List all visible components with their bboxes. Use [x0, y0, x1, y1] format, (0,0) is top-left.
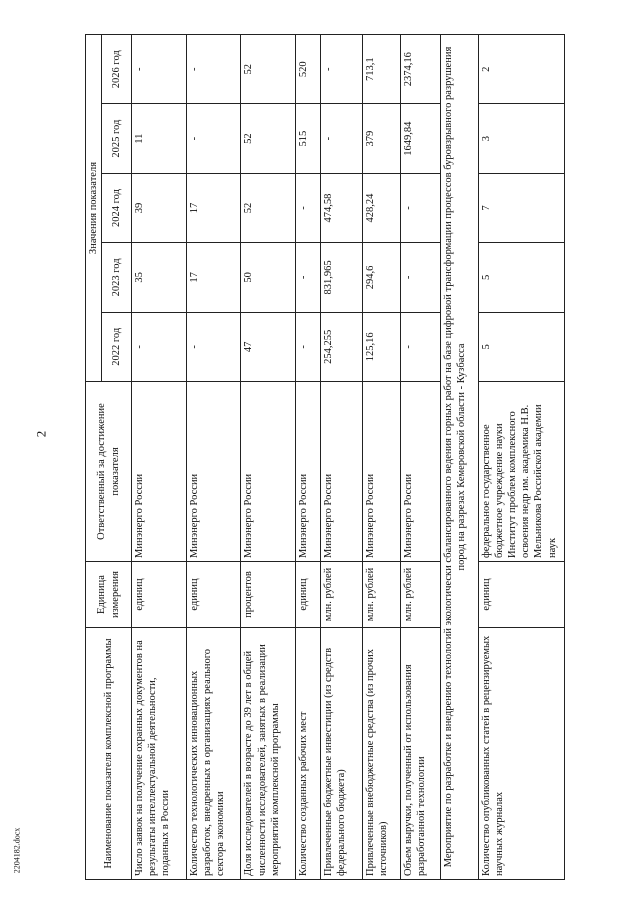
cell-unit: млн. рублей	[321, 562, 363, 628]
cell-value: 125,16	[363, 312, 401, 381]
cell-value: 5	[478, 243, 564, 312]
header-unit: Единица измерения	[86, 562, 132, 628]
cell-responsible: Минэнерго России	[363, 382, 401, 562]
page-number: 2	[33, 430, 49, 438]
cell-name: Привлеченные бюджетные инвестиции (из средств федерального бюджета)	[321, 628, 363, 880]
cell-value: -	[401, 243, 441, 312]
cell-value: 515	[296, 104, 321, 173]
header-year: 2025 год	[102, 104, 132, 173]
cell-name: Число заявок на получение охранных документов на результаты интеллектуальной деятельности, поданных в России	[132, 628, 187, 880]
cell-value: 254,255	[321, 312, 363, 381]
header-year: 2026 год	[102, 35, 132, 104]
cell-value: -	[132, 312, 187, 381]
cell-value: -	[401, 312, 441, 381]
section-row	[441, 35, 479, 880]
cell-value: -	[296, 243, 321, 312]
cell-value: 474,58	[321, 173, 363, 242]
rotated-page-content	[85, 35, 565, 880]
footer-file-id: 2204182.docx	[12, 827, 22, 874]
cell-unit: единиц	[296, 562, 321, 628]
cell-value: 1649,84	[401, 104, 441, 173]
cell-value: 39	[132, 173, 187, 242]
cell-value: -	[401, 173, 441, 242]
cell-responsible: Минэнерго России	[241, 382, 296, 562]
header-responsible: Ответственный за достижение показателя	[86, 382, 132, 562]
cell-value: 2	[478, 35, 564, 104]
table-row	[363, 35, 401, 880]
cell-value: 50	[241, 243, 296, 312]
table-row	[478, 35, 564, 880]
indicators-table	[85, 34, 565, 880]
cell-name: Количество созданных рабочих мест	[296, 628, 321, 880]
cell-value: 35	[132, 243, 187, 312]
cell-unit: млн. рублей	[401, 562, 441, 628]
cell-value: -	[186, 312, 241, 381]
cell-responsible: Минэнерго России	[132, 382, 187, 562]
cell-unit: млн. рублей	[363, 562, 401, 628]
table-row	[296, 35, 321, 880]
cell-value: 47	[241, 312, 296, 381]
table-row	[321, 35, 363, 880]
cell-value: 294,6	[363, 243, 401, 312]
cell-value: -	[321, 35, 363, 104]
cell-responsible: Минэнерго России	[186, 382, 241, 562]
cell-value: 17	[186, 243, 241, 312]
cell-name: Количество опубликованных статей в рецензируемых научных журналах	[478, 628, 564, 880]
cell-value: 3	[478, 104, 564, 173]
cell-value: -	[296, 312, 321, 381]
cell-responsible: Минэнерго России	[321, 382, 363, 562]
cell-value: -	[321, 104, 363, 173]
cell-value: 11	[132, 104, 187, 173]
header-name: Наименование показателя комплексной программы	[86, 628, 132, 880]
table-row	[401, 35, 441, 880]
cell-responsible: Минэнерго России	[296, 382, 321, 562]
cell-value: 7	[478, 173, 564, 242]
cell-value: 52	[241, 173, 296, 242]
cell-value: 17	[186, 173, 241, 242]
cell-value: 713,1	[363, 35, 401, 104]
cell-name: Доля исследователей в возрасте до 39 лет в общей численности исследователей, занятых в реализации мероприятий комплексной программы	[241, 628, 296, 880]
cell-value: 428,24	[363, 173, 401, 242]
cell-unit: единиц	[478, 562, 564, 628]
header-year: 2024 год	[102, 173, 132, 242]
table-row	[241, 35, 296, 880]
cell-value: 831,965	[321, 243, 363, 312]
cell-value: -	[132, 35, 187, 104]
cell-name: Количество технологических инновационных разработок, внедренных в организациях реального сектора экономики	[186, 628, 241, 880]
cell-name: Привлеченные внебюджетные средства (из прочих источников)	[363, 628, 401, 880]
cell-value: 5	[478, 312, 564, 381]
cell-unit: процентов	[241, 562, 296, 628]
cell-value: 379	[363, 104, 401, 173]
cell-unit: единиц	[132, 562, 187, 628]
table-row	[186, 35, 241, 880]
table-row	[132, 35, 187, 880]
cell-value: -	[186, 104, 241, 173]
cell-responsible: федеральное государственное бюджетное учреждение науки Институт проблем комплексного освоения недр им. академика Н.В. Мельникова Российской академии наук	[478, 382, 564, 562]
cell-value: -	[186, 35, 241, 104]
cell-responsible: Минэнерго России	[401, 382, 441, 562]
section-title: Мероприятие по разработке и внедрению технологий экологически сбалансированного ведения горных работ на базе цифровой трансформации процессов буровзрывного разрушения пород на разрезах Кемеровской области - Кузбасса	[441, 35, 479, 880]
cell-value: -	[296, 173, 321, 242]
header-year: 2022 год	[102, 312, 132, 381]
cell-value: 52	[241, 35, 296, 104]
header-year: 2023 год	[102, 243, 132, 312]
header-values-group: Значения показателя	[86, 35, 102, 382]
cell-value: 52	[241, 104, 296, 173]
cell-unit: единиц	[186, 562, 241, 628]
cell-value: 2374,16	[401, 35, 441, 104]
cell-value: 520	[296, 35, 321, 104]
cell-name: Объем выручки, полученный от использования разработанной технологии	[401, 628, 441, 880]
